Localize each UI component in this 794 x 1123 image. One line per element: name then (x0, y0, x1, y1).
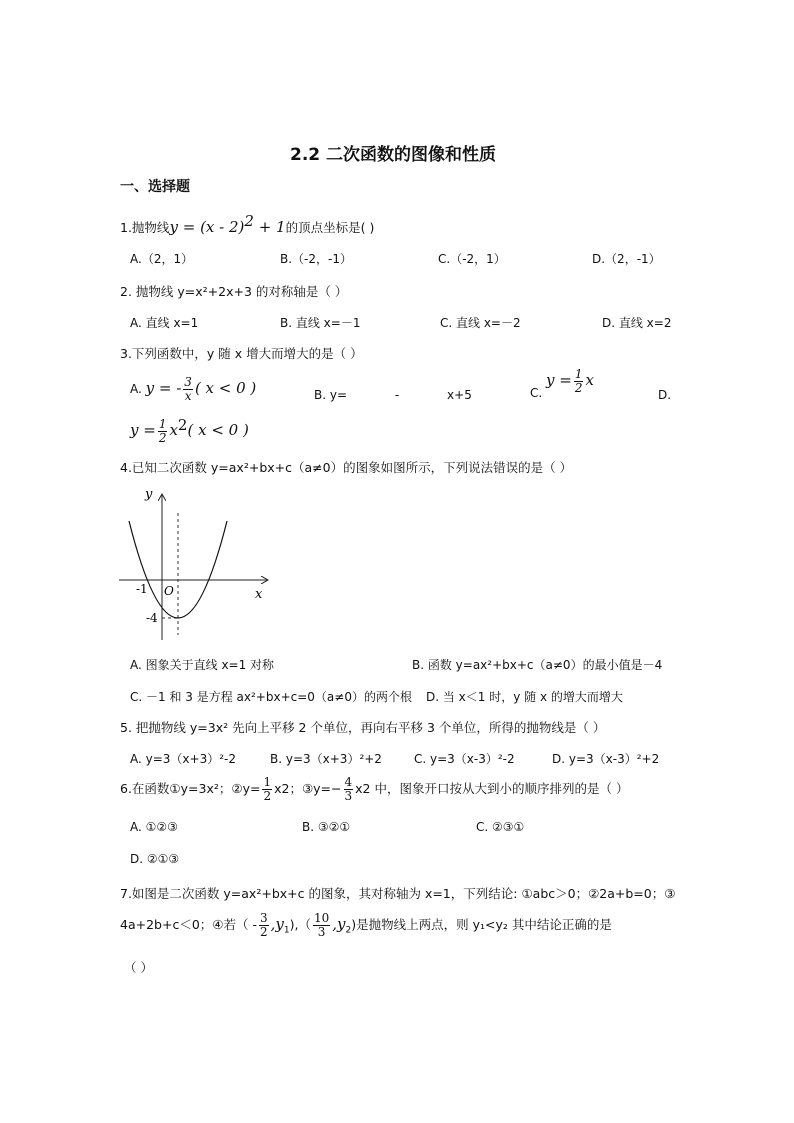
x-axis-label: x (255, 587, 263, 602)
q1-option-c[interactable]: C.（-2，1） (438, 252, 506, 266)
question-3: 3.下列函数中，y 随 x 增大而增大的是（ ） (120, 346, 363, 361)
q3-option-c[interactable]: C. y = $\frac{1}{2}$ x (530, 367, 594, 400)
question-1 (120, 212, 374, 236)
question-7-line-1: 7.如图是二次函数 y=ax²+bx+c 的图象，其对称轴为 x=1，下列结论: ①abc＞0；②2a+b=0；③ (120, 886, 676, 901)
tick-neg-four: -4 (146, 611, 158, 625)
page-title: 2.2 二次函数的图像和性质 (290, 145, 497, 165)
q2-option-b[interactable]: B. 直线 x=－1 (280, 316, 361, 330)
q1-suffix: 的顶点坐标是( ) (285, 220, 375, 235)
origin-label: O (164, 584, 174, 598)
q1-option-b[interactable]: B.（-2，-1） (280, 252, 352, 266)
question-5: 5. 把抛物线 y=3x² 先向上平移 2 个单位，再向右平移 3 个单位，所得的抛物线是（ ） (120, 720, 606, 735)
question-6: 6.在函数①y=3x²；②y= $\frac{1}{2}$ x2；③y=− $\frac{4}{3}$ x2 中，图象开口按从大到小的顺序排列的是（ ） (120, 775, 629, 803)
question-7-line-3: （ ） (124, 960, 153, 975)
parabola-graph (115, 485, 275, 645)
y-axis-label: y (145, 487, 153, 502)
q3-option-b[interactable]: B. y= - x+5 (314, 388, 472, 402)
q4-option-a[interactable]: A. 图象关于直线 x=1 对称 (130, 658, 275, 672)
q2-option-a[interactable]: A. 直线 x=1 (130, 316, 199, 330)
tick-neg-one: -1 (136, 582, 148, 596)
q6-option-b[interactable]: B. ③②① (302, 820, 351, 834)
question-2: 2. 抛物线 y=x²+2x+3 的对称轴是（ ） (120, 284, 348, 299)
question-4: 4.已知二次函数 y=ax²+bx+c（a≠0）的图象如图所示，下列说法错误的是（ ） (120, 460, 573, 475)
q1-option-d[interactable]: D.（2，-1） (592, 252, 661, 266)
q4-option-c[interactable]: C. －1 和 3 是方程 ax²+bx+c=0（a≠0）的两个根 (130, 690, 412, 704)
q6-option-d[interactable]: D. ②①③ (130, 852, 180, 866)
q6-option-a[interactable]: A. ①②③ (130, 820, 178, 834)
q4-option-d[interactable]: D. 当 x＜1 时，y 随 x 的增大而增大 (426, 690, 623, 704)
q3-option-d[interactable]: y = $\frac{1}{2}$ $x^2$( x < 0 ) (130, 416, 249, 445)
q3-option-d-label[interactable]: D. (658, 388, 672, 402)
q5-option-d[interactable]: D. y=3（x-3）²+2 (552, 752, 660, 766)
q1-option-a[interactable]: A.（2，1） (130, 252, 194, 266)
q5-option-b[interactable]: B. y=3（x+3）²+2 (270, 752, 382, 766)
q5-option-c[interactable]: C. y=3（x-3）²-2 (414, 752, 515, 766)
section-heading: 一、选择题 (120, 179, 190, 195)
q4-option-b[interactable]: B. 函数 y=ax²+bx+c（a≠0）的最小值是－4 (412, 658, 663, 672)
q1-prefix: 1.抛物线 (120, 220, 170, 235)
q2-option-c[interactable]: C. 直线 x=－2 (440, 316, 521, 330)
q3-option-a[interactable]: A. y = - $\frac{3}{x}$ ( x < 0 ) (130, 375, 257, 403)
q5-option-a[interactable]: A. y=3（x+3）²-2 (130, 752, 236, 766)
question-7-line-2: 4a+2b+c＜0；④若（ - $\frac{3}{2}$ $,y_1$),（ $\frac{10}{3}$ $,y_2$)是抛物线上两点，则 y₁<y₂ 其中结论正确的是 (120, 911, 612, 939)
q6-option-c[interactable]: C. ②③① (476, 820, 525, 834)
q2-option-d[interactable]: D. 直线 x=2 (602, 316, 672, 330)
q1-formula: y = (x - 2)$^2$ + 1 (169, 212, 286, 236)
